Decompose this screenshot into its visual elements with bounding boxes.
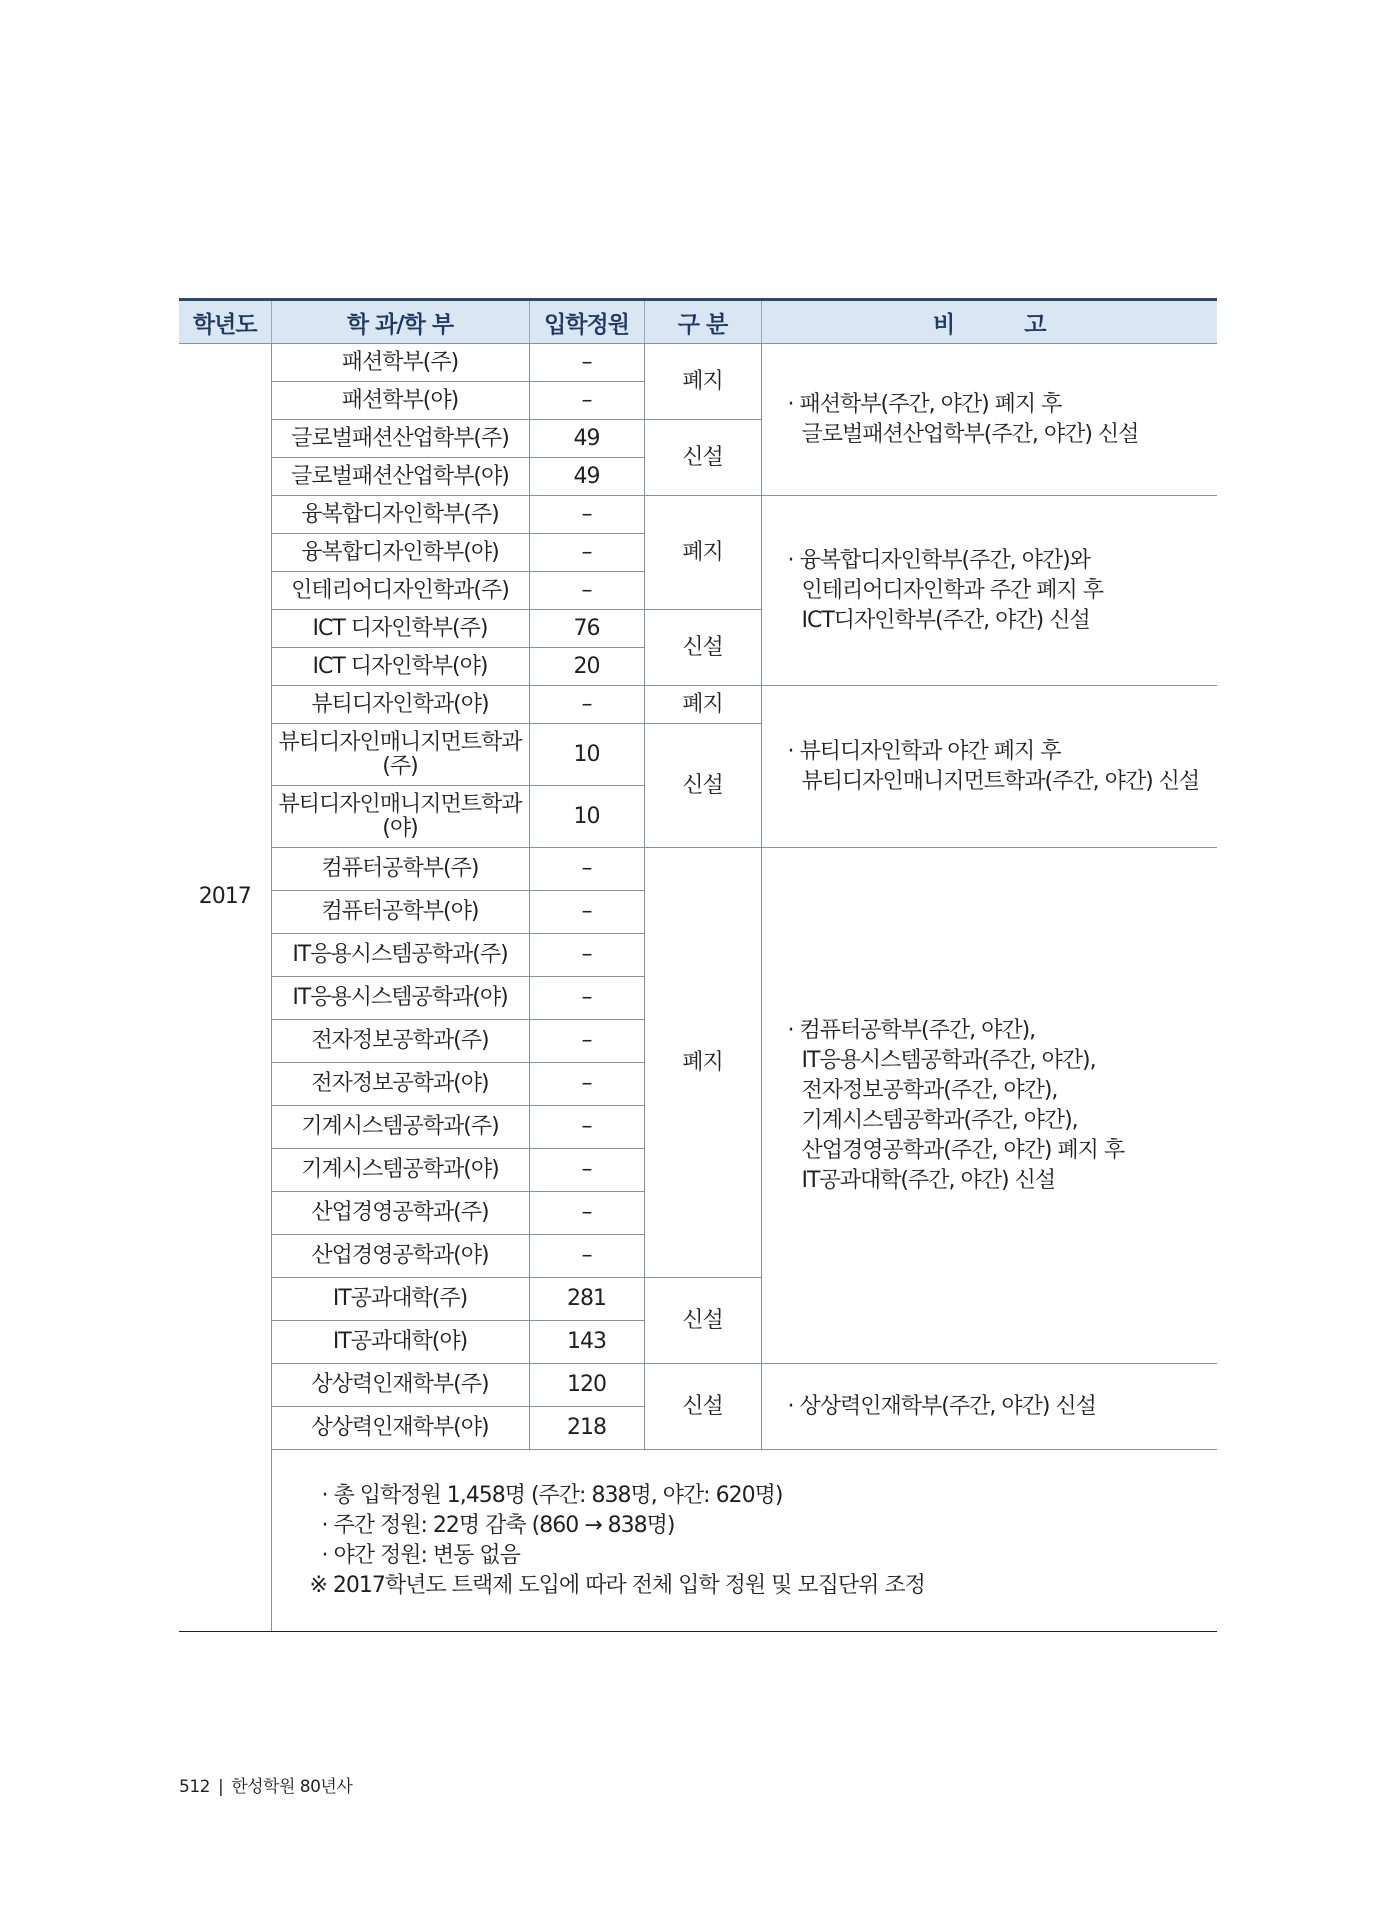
dept-cell: 전자정보공학과(야): [271, 1063, 529, 1106]
note-cell: [761, 848, 1217, 1364]
note-line: ICT디자인학부(주간, 야간) 신설: [801, 607, 1090, 633]
note-cell: [761, 1364, 1217, 1450]
dept-cell: 기계시스템공학과(주): [271, 1106, 529, 1149]
dept-cell: ICT 디자인학부(주): [271, 610, 529, 648]
quota-cell: –: [529, 848, 644, 891]
quota-cell: –: [529, 344, 644, 382]
table-row: [179, 848, 1217, 891]
dept-cell: IT응용시스템공학과(야): [271, 977, 529, 1020]
note-line: 전자정보공학과(주간, 야간),: [801, 1077, 1058, 1103]
dept-cell: 뷰티디자인학과(야): [271, 686, 529, 724]
quota-cell: –: [529, 1149, 644, 1192]
quota-cell: –: [529, 891, 644, 934]
dept-cell: [271, 786, 529, 848]
summary-line: ※ 2017학년도 트랙제 도입에 따라 전체 입학 정원 및 모집단위 조정: [309, 1572, 925, 1598]
type-cell: 신설: [644, 610, 761, 686]
header-type: 구 분: [644, 300, 761, 344]
quota-cell: 218: [529, 1407, 644, 1450]
quota-cell: 20: [529, 648, 644, 686]
summary-row: [179, 1450, 1217, 1632]
dept-cell: 글로벌패션산업학부(야): [271, 458, 529, 496]
dept-cell: 패션학부(야): [271, 382, 529, 420]
table-row: [179, 1364, 1217, 1407]
dept-cell: 글로벌패션산업학부(주): [271, 420, 529, 458]
dept-cell: IT공과대학(주): [271, 1278, 529, 1321]
dept-line: (야): [382, 815, 418, 841]
quota-cell: –: [529, 496, 644, 534]
type-cell: 폐지: [644, 848, 761, 1278]
admission-quota-table: [179, 298, 1217, 1632]
dept-line: (주): [382, 753, 418, 779]
header-quota: 입학정원: [529, 300, 644, 344]
quota-cell: –: [529, 1020, 644, 1063]
dept-cell: 기계시스템공학과(야): [271, 1149, 529, 1192]
dept-cell: 인테리어디자인학과(주): [271, 572, 529, 610]
footer-separator: |: [217, 1777, 224, 1797]
type-cell: 폐지: [644, 344, 761, 420]
quota-cell: –: [529, 382, 644, 420]
note-cell: [761, 344, 1217, 496]
quota-cell: 10: [529, 786, 644, 848]
note-cell: [761, 496, 1217, 686]
dept-cell: 산업경영공학과(야): [271, 1235, 529, 1278]
quota-cell: –: [529, 1192, 644, 1235]
quota-cell: 10: [529, 724, 644, 786]
book-title: 한성학원 80년사: [231, 1777, 353, 1797]
type-cell: 신설: [644, 724, 761, 848]
dept-line: 뷰티디자인매니지먼트학과: [278, 791, 522, 817]
dept-cell: IT응용시스템공학과(주): [271, 934, 529, 977]
dept-cell: [271, 724, 529, 786]
note-line: 글로벌패션산업학부(주간, 야간) 신설: [801, 421, 1139, 447]
dept-cell: 산업경영공학과(주): [271, 1192, 529, 1235]
note-line: · 상상력인재학부(주간, 야간) 신설: [788, 1392, 1218, 1422]
type-cell: 폐지: [644, 496, 761, 610]
note-line: IT응용시스템공학과(주간, 야간),: [801, 1047, 1096, 1073]
dept-cell: 컴퓨터공학부(야): [271, 891, 529, 934]
dept-cell: 패션학부(주): [271, 344, 529, 382]
note-line: IT공과대학(주간, 야간) 신설: [801, 1167, 1056, 1193]
type-cell: 신설: [644, 1364, 761, 1450]
quota-cell: –: [529, 1106, 644, 1149]
page-number: 512: [179, 1777, 210, 1797]
quota-cell: –: [529, 977, 644, 1020]
note-line: 산업경영공학과(주간, 야간) 폐지 후: [801, 1137, 1125, 1163]
table-header-row: [179, 300, 1217, 344]
quota-cell: –: [529, 572, 644, 610]
dept-cell: 전자정보공학과(주): [271, 1020, 529, 1063]
header-dept: 학 과/학 부: [271, 300, 529, 344]
table-row: [179, 496, 1217, 534]
dept-cell: 상상력인재학부(야): [271, 1407, 529, 1450]
type-cell: 신설: [644, 420, 761, 496]
dept-cell: 컴퓨터공학부(주): [271, 848, 529, 891]
header-note: 비 고: [761, 300, 1217, 344]
note-cell: [761, 686, 1217, 848]
quota-cell: 120: [529, 1364, 644, 1407]
header-year: 학년도: [179, 300, 271, 344]
admission-quota-table-container: [179, 298, 1217, 1632]
note-line: · 패션학부(주간, 야간) 폐지 후: [788, 390, 1218, 420]
table-row: [179, 686, 1217, 724]
dept-cell: 융복합디자인학부(주): [271, 496, 529, 534]
summary-cell: [271, 1450, 1217, 1632]
note-line: 인테리어디자인학과 주간 폐지 후: [801, 577, 1104, 603]
quota-cell: –: [529, 1235, 644, 1278]
quota-cell: –: [529, 686, 644, 724]
page-footer: [179, 1772, 352, 1797]
note-line: 기계시스템공학과(주간, 야간),: [801, 1107, 1078, 1133]
quota-cell: 49: [529, 420, 644, 458]
note-line: 뷰티디자인매니지먼트학과(주간, 야간) 신설: [801, 768, 1200, 794]
note-line: · 뷰티디자인학과 야간 폐지 후: [788, 737, 1218, 767]
note-line: · 컴퓨터공학부(주간, 야간),: [788, 1016, 1218, 1046]
quota-cell: 281: [529, 1278, 644, 1321]
dept-cell: 융복합디자인학부(야): [271, 534, 529, 572]
dept-line: 뷰티디자인매니지먼트학과: [278, 729, 522, 755]
year-cell: 2017: [179, 344, 271, 1450]
note-line: · 융복합디자인학부(주간, 야간)와: [788, 546, 1218, 576]
quota-cell: –: [529, 934, 644, 977]
quota-cell: –: [529, 534, 644, 572]
year-cell-end: [179, 1450, 271, 1632]
quota-cell: 76: [529, 610, 644, 648]
summary-line: · 주간 정원: 22명 감축 (860 → 838명): [321, 1512, 675, 1538]
quota-cell: –: [529, 1063, 644, 1106]
quota-cell: 143: [529, 1321, 644, 1364]
dept-cell: IT공과대학(야): [271, 1321, 529, 1364]
type-cell: 신설: [644, 1278, 761, 1364]
dept-cell: ICT 디자인학부(야): [271, 648, 529, 686]
type-cell: 폐지: [644, 686, 761, 724]
dept-cell: 상상력인재학부(주): [271, 1364, 529, 1407]
table-row: [179, 344, 1217, 382]
summary-line: · 총 입학정원 1,458명 (주간: 838명, 야간: 620명): [321, 1482, 783, 1508]
quota-cell: 49: [529, 458, 644, 496]
summary-line: · 야간 정원: 변동 없음: [321, 1542, 520, 1568]
